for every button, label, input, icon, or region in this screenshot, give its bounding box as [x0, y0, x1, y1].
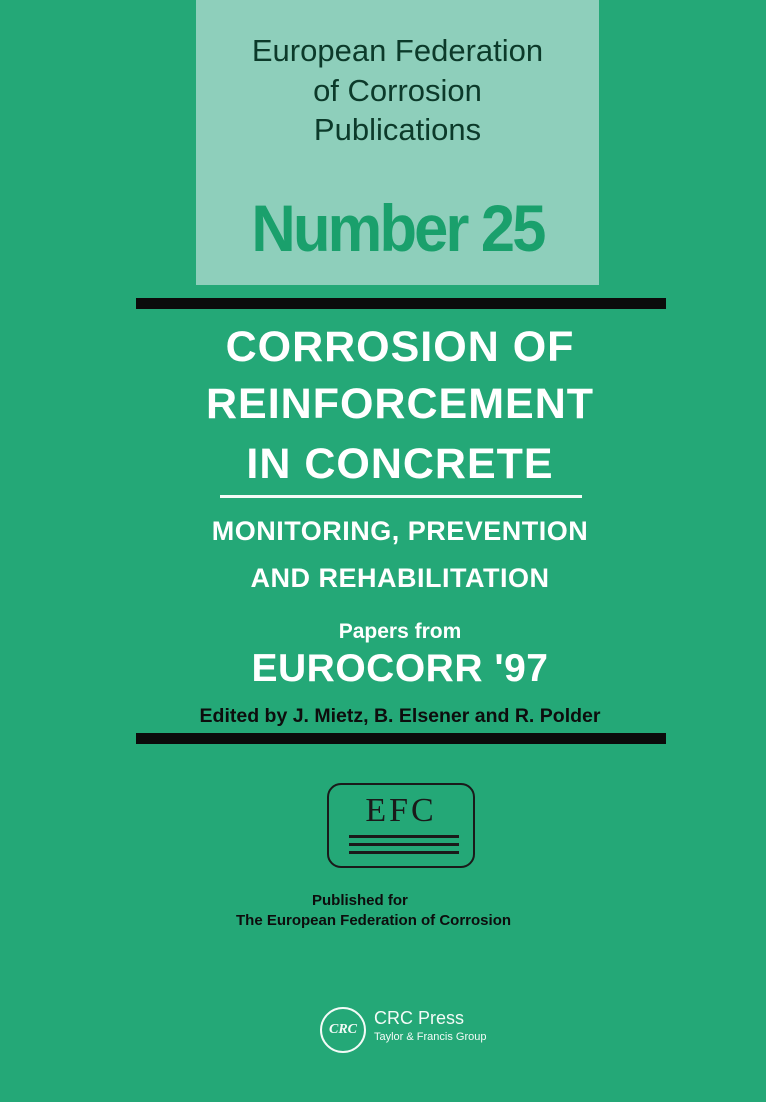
conference-name: EUROCORR '97: [251, 647, 549, 690]
title-line-3: IN CONCRETE: [246, 440, 554, 488]
bottom-rule: [136, 733, 666, 744]
papers-from-label: Papers from: [338, 620, 462, 643]
title-line-2: REINFORCEMENT: [205, 380, 595, 428]
editors-line: Edited by J. Mietz, B. Elsener and R. Polder: [199, 705, 601, 727]
series-title-line-1: European Federation: [251, 33, 544, 68]
title-line-1: CORROSION OF: [225, 323, 575, 371]
publisher-group: Taylor & Francis Group: [374, 1031, 487, 1043]
series-title-line-3: Publications: [313, 112, 482, 147]
series-number: Number 25: [251, 191, 544, 265]
efc-logo-fine-print-2: [349, 843, 459, 846]
efc-logo-letters: EFC: [365, 792, 437, 829]
published-for-line-2: The European Federation of Corrosion: [236, 912, 512, 929]
subtitle-line-2: AND REHABILITATION: [250, 563, 550, 593]
subtitle-line-1: MONITORING, PREVENTION: [211, 516, 589, 546]
series-title-line-2: of Corrosion: [313, 73, 482, 108]
published-for: [236, 891, 511, 931]
efc-logo-fine-print-3: [349, 851, 459, 854]
publisher-name: CRC Press: [374, 1008, 465, 1028]
published-for-line-1: Published for: [312, 892, 408, 909]
series-box: [196, 0, 599, 285]
efc-logo-fine-print-1: [349, 835, 459, 838]
top-rule: [136, 298, 666, 309]
efc-logo: [327, 783, 475, 868]
crc-logo-icon: CRC: [320, 1007, 366, 1053]
title-underline: [220, 495, 582, 498]
